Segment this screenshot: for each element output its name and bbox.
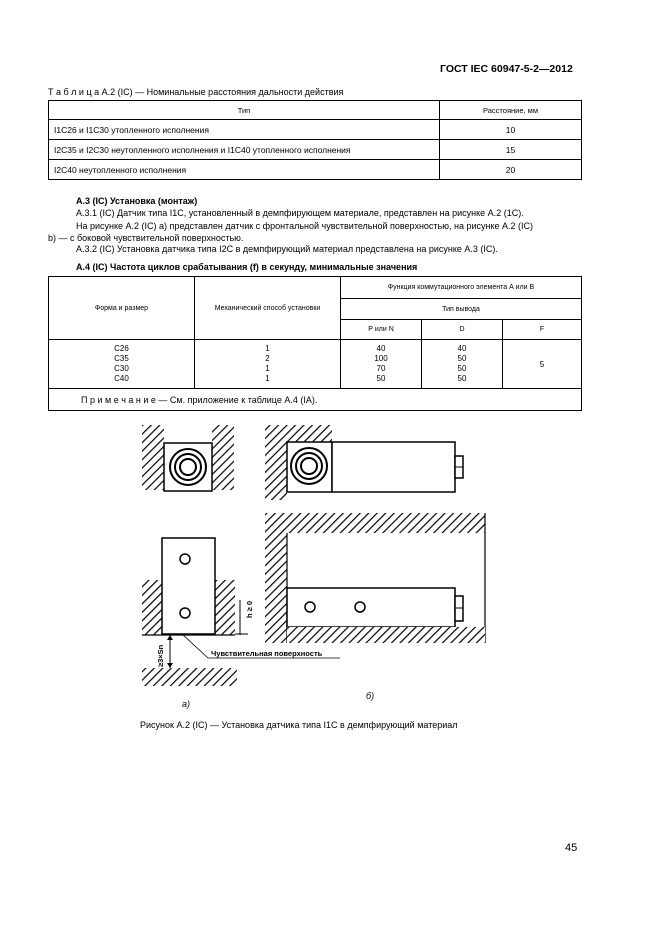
figure-a2	[130, 420, 510, 710]
column-header-mount: Механический способ установки	[195, 277, 341, 340]
figure-caption: Рисунок А.2 (IC) — Установка датчика типа I1C в демпфирующий материал	[140, 720, 458, 730]
column-header-type: Тип	[49, 101, 440, 120]
cell-type: I2C35 и I2C30 неутопленного исполнения и I1C40 утопленного исполнения	[49, 140, 440, 160]
column-header-d: D	[422, 320, 503, 340]
cell-mount	[195, 340, 341, 389]
section-a3-heading: А.3 (IC) Установка (монтаж)	[76, 196, 198, 206]
pn-value: 70	[376, 364, 386, 373]
section-a4-heading: А.4 (IC) Частота циклов срабатывания (f) в секунду, минимальные значения	[76, 262, 418, 272]
cell-type: I1C26 и I1C30 утопленного исполнения	[49, 120, 440, 140]
cell-distance: 20	[440, 160, 582, 180]
column-header-function: Функция коммутационного элемента А или В	[341, 277, 582, 299]
mount-value: 1	[265, 374, 270, 383]
mount-value: 1	[265, 344, 270, 353]
section-a3-p1: А.3.1 (IC) Датчик типа I1C, установленный в демпфирующем материале, представлен на рисунке А.2 (1С).	[76, 208, 524, 218]
cell-distance: 15	[440, 140, 582, 160]
cell-distance: 10	[440, 120, 582, 140]
d-value: 40	[457, 344, 467, 353]
pn-value: 40	[376, 344, 386, 353]
section-a3-p3: b) — с боковой чувствительной поверхностью.	[48, 233, 244, 243]
cell-forms	[49, 340, 195, 389]
form-value: С40	[114, 374, 129, 383]
pn-value: 50	[376, 374, 386, 383]
pn-value: 100	[374, 354, 388, 363]
cell-type: I2C40 неутопленного исполнения	[49, 160, 440, 180]
form-value: С26	[114, 344, 129, 353]
section-a3-p2: На рисунке А.2 (IC) а) представлен датчик с фронтальной чувствительной поверхностью, на рисунке А.2 (IC)	[76, 221, 534, 231]
figure-a-top	[142, 425, 234, 491]
column-header-distance: Расстояние, мм	[440, 101, 582, 120]
form-value: С30	[114, 364, 129, 373]
table-row	[49, 140, 582, 160]
figure-b-top	[265, 425, 463, 500]
column-header-output: Тип вывода	[341, 299, 582, 320]
section-a3-p4: А.3.2 (IC) Установка датчика типа I2C в демпфирующий материал представлена на рисунке А.3 (IC).	[76, 244, 498, 254]
mount-value: 1	[265, 364, 270, 373]
dim-h: h ≥ 0	[245, 600, 254, 618]
table-a4	[48, 276, 582, 411]
table-a2	[48, 100, 582, 180]
column-header-pn: Р или N	[341, 320, 422, 340]
standard-header: ГОСТ IEC 60947-5-2—2012	[440, 63, 573, 75]
table-note: П р и м е ч а н и е — См. приложение к таблице А.4 (IA).	[49, 389, 582, 411]
form-value: С35	[114, 354, 129, 363]
cell-pn	[341, 340, 422, 389]
dim-sn: ≥3×Sn	[156, 644, 165, 667]
table-a2-caption: Т а б л и ц а А.2 (IC) — Номинальные расстояния дальности действия	[48, 87, 344, 97]
d-value: 50	[457, 364, 467, 373]
column-header-f: F	[503, 320, 582, 340]
figure-b-side	[265, 513, 485, 643]
column-header-form: Форма и размер	[49, 277, 195, 340]
cell-d	[422, 340, 503, 389]
table-row	[49, 160, 582, 180]
figure-label-a: а)	[182, 699, 191, 709]
page-number: 45	[565, 842, 578, 854]
d-value: 50	[457, 374, 467, 383]
figure-label-b: б)	[366, 691, 375, 701]
mount-value: 2	[265, 354, 270, 363]
d-value: 50	[457, 354, 467, 363]
surface-label: Чувствительная поверхность	[211, 649, 323, 658]
table-row	[49, 340, 582, 389]
table-row	[49, 120, 582, 140]
cell-f: 5	[503, 340, 582, 389]
